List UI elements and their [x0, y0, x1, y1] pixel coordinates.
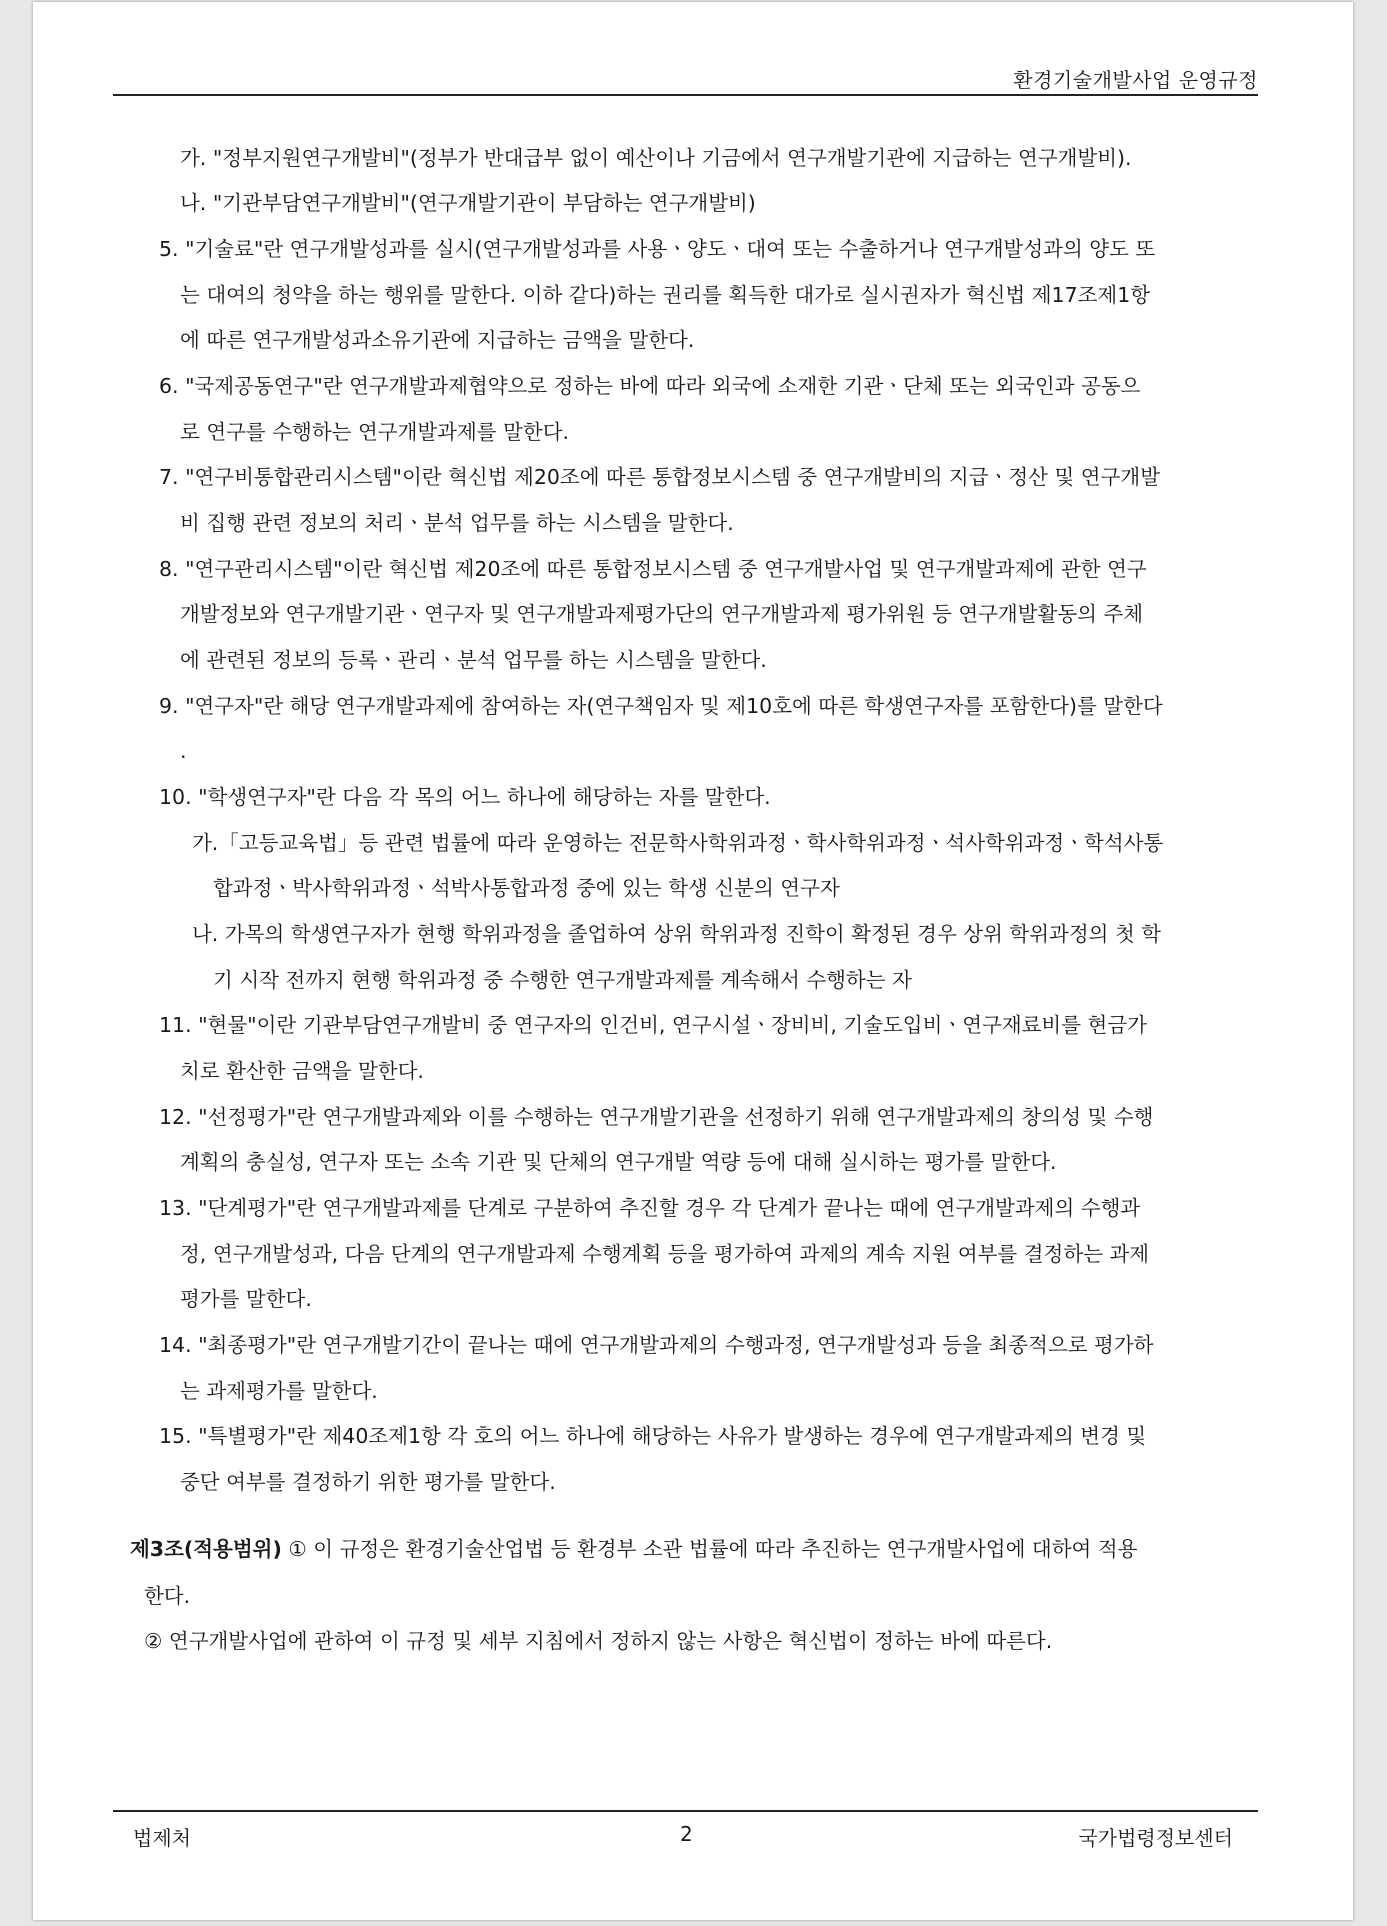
text-line: 11. "현물"이란 기관부담연구개발비 중 연구자의 인건비, 연구시설ㆍ장비비, 기술도입비ㆍ연구재료비를 현금가 [159, 1013, 1147, 1037]
article-3-clause-1: ① 이 규정은 환경기술산업법 등 환경부 소관 법률에 따라 추진하는 연구개발사업에 대하여 적용 [288, 1537, 1138, 1561]
text-line: 기 시작 전까지 현행 학위과정 중 수행한 연구개발과제를 계속해서 수행하는 자 [213, 968, 912, 992]
article-3-clause-2: ② 연구개발사업에 관하여 이 규정 및 세부 지침에서 정하지 않는 사항은 혁신법이 정하는 바에 따른다. [144, 1629, 1053, 1653]
text-line: 로 연구를 수행하는 연구개발과제를 말한다. [180, 420, 570, 444]
text-line: . [180, 739, 187, 763]
text-line: 나. 가목의 학생연구자가 현행 학위과정을 졸업하여 상위 학위과정 진학이 확정된 경우 상위 학위과정의 첫 학 [192, 922, 1162, 946]
text-line: 가.「고등교육법」등 관련 법률에 따라 운영하는 전문학사학위과정ㆍ학사학위과정ㆍ석사학위과정ㆍ학석사통 [192, 831, 1164, 855]
text-line: 12. "선정평가"란 연구개발과제와 이를 수행하는 연구개발기관을 선정하기 위해 연구개발과제의 창의성 및 수행 [159, 1105, 1154, 1129]
footer-publisher: 법제처 [133, 1826, 191, 1850]
text-line: 8. "연구관리시스템"이란 혁신법 제20조에 따른 통합정보시스템 중 연구개발사업 및 연구개발과제에 관한 연구 [159, 557, 1147, 581]
text-line: 는 대여의 청약을 하는 행위를 말한다. 이하 같다)하는 권리를 획득한 대가로 실시권자가 혁신법 제17조제1항 [180, 283, 1151, 307]
text-line: 개발정보와 연구개발기관ㆍ연구자 및 연구개발과제평가단의 연구개발과제 평가위원 등 연구개발활동의 주체 [180, 602, 1144, 626]
document-page [33, 2, 1353, 1920]
text-line: 중단 여부를 결정하기 위한 평가를 말한다. [180, 1470, 556, 1494]
text-line: 한다. [144, 1584, 191, 1608]
text-line: 합과정ㆍ박사학위과정ㆍ석박사통합과정 중에 있는 학생 신분의 연구자 [213, 876, 840, 900]
text-line: 치로 환산한 금액을 말한다. [180, 1059, 424, 1083]
text-line: 정, 연구개발성과, 다음 단계의 연구개발과제 수행계획 등을 평가하여 과제의 계속 지원 여부를 결정하는 과제 [180, 1242, 1150, 1266]
running-header-title: 환경기술개발사업 운영규정 [1013, 68, 1258, 92]
article-3-line-1 [130, 1535, 1137, 1563]
text-line: 나. "기관부담연구개발비"(연구개발기관이 부담하는 연구개발비) [180, 191, 756, 215]
text-line: 15. "특별평가"란 제40조제1항 각 호의 어느 하나에 해당하는 사유가 발생하는 경우에 연구개발과제의 변경 및 [159, 1424, 1147, 1448]
text-line: 에 따른 연구개발성과소유기관에 지급하는 금액을 말한다. [180, 328, 695, 352]
text-line: 계획의 충실성, 연구자 또는 소속 기관 및 단체의 연구개발 역량 등에 대해 실시하는 평가를 말한다. [180, 1150, 1057, 1174]
text-line: 평가를 말한다. [180, 1287, 312, 1311]
page-number: 2 [680, 1822, 693, 1846]
text-line: 14. "최종평가"란 연구개발기간이 끝나는 때에 연구개발과제의 수행과정, 연구개발성과 등을 최종적으로 평가하 [159, 1333, 1154, 1357]
text-line: 는 과제평가를 말한다. [180, 1379, 378, 1403]
text-line: 13. "단계평가"란 연구개발과제를 단계로 구분하여 추진할 경우 각 단계가 끝나는 때에 연구개발과제의 수행과 [159, 1196, 1141, 1220]
article-3-heading: 제3조(적용범위) [130, 1537, 282, 1561]
text-line: 10. "학생연구자"란 다음 각 목의 어느 하나에 해당하는 자를 말한다. [159, 785, 771, 809]
text-line: 에 관련된 정보의 등록ㆍ관리ㆍ분석 업무를 하는 시스템을 말한다. [180, 648, 767, 672]
text-line: 비 집행 관련 정보의 처리ㆍ분석 업무를 하는 시스템을 말한다. [180, 511, 734, 535]
text-line: 9. "연구자"란 해당 연구개발과제에 참여하는 자(연구책임자 및 제10호에 따른 학생연구자를 포함한다)를 말한다 [159, 694, 1163, 718]
footer-rule [113, 1810, 1258, 1812]
text-line: 5. "기술료"란 연구개발성과를 실시(연구개발성과를 사용ㆍ양도ㆍ대여 또는 수출하거나 연구개발성과의 양도 또 [159, 237, 1156, 261]
text-line: 7. "연구비통합관리시스템"이란 혁신법 제20조에 따른 통합정보시스템 중 연구개발비의 지급ㆍ정산 및 연구개발 [159, 465, 1160, 489]
header-rule [113, 94, 1258, 96]
footer-source: 국가법령정보센터 [1078, 1826, 1233, 1850]
text-line: 가. "정부지원연구개발비"(정부가 반대급부 없이 예산이나 기금에서 연구개발기관에 지급하는 연구개발비). [180, 146, 1132, 170]
text-line: 6. "국제공동연구"란 연구개발과제협약으로 정하는 바에 따라 외국에 소재한 기관ㆍ단체 또는 외국인과 공동으 [159, 374, 1141, 398]
